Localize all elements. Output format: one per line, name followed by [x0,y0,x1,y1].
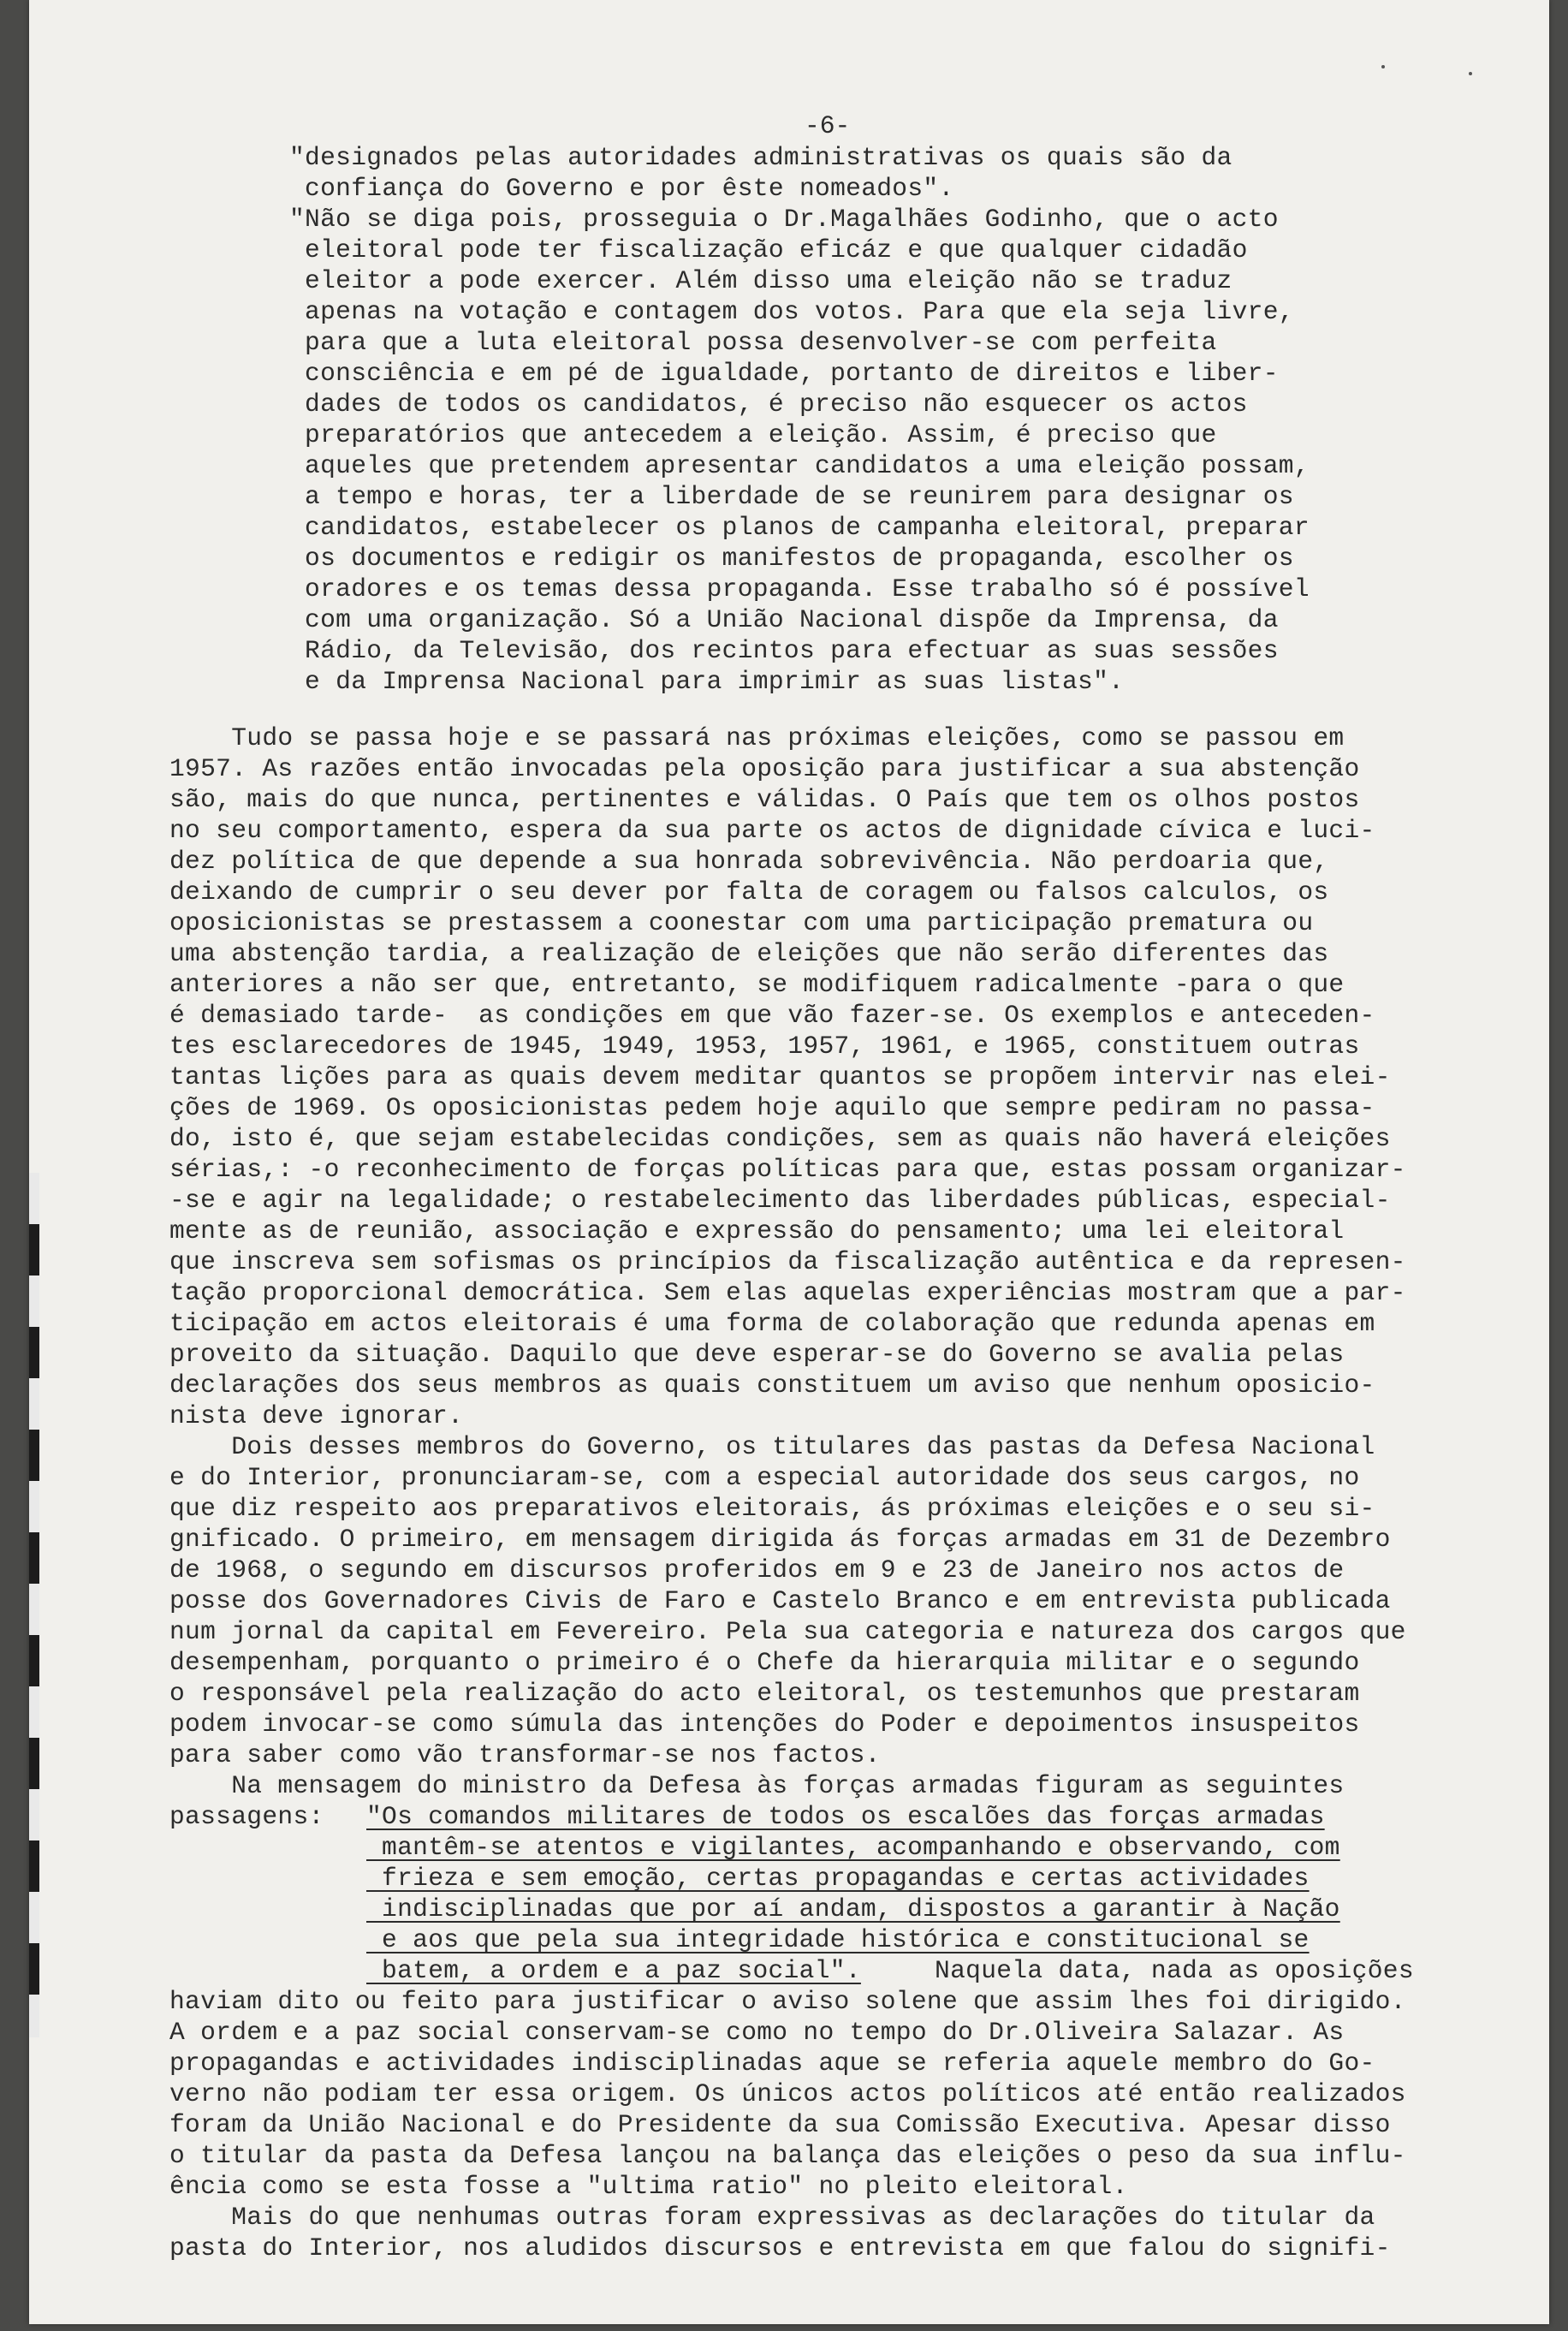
text-line: do, isto é, que sejam estabelecidas condições, sem as quais não haverá eleições [169,1124,1391,1153]
text-line: sérias,: -o reconhecimento de forças políticas para que, estas possam organizar- [169,1155,1406,1184]
text-line: gnificado. O primeiro, em mensagem dirigida ás forças armadas em 31 de Dezembro [169,1525,1391,1554]
text-line: oposicionistas se prestassem a coonestar com uma participação prematura ou [169,908,1314,937]
text-line: verno não podiam ter essa origem. Os únicos actos políticos até então realizados [169,2079,1406,2108]
text-line: oradores e os temas dessa propaganda. Esse trabalho só é possível [289,574,1310,604]
text-line: aqueles que pretendem apresentar candidatos a uma eleição possam, [289,451,1310,480]
scanner-edge-strip [29,1173,39,2037]
quoted-passage-line: mantêm-se atentos e vigilantes, acompanhando e observando, com [366,1833,1340,1862]
text-line: ções de 1969. Os oposicionistas pedem hoje aquilo que sempre pediram no passa- [169,1093,1375,1122]
text-line: Mais do que nenhumas outras foram expressivas as declarações do titular da [169,2203,1375,2232]
text-line: de 1968, o segundo em discursos proferidos em 9 e 23 de Janeiro nos actos de [169,1555,1345,1585]
quoted-passage-line: e aos que pela sua integridade histórica e constitucional se [366,1925,1310,1954]
text-line: pasta do Interior, nos aludidos discursos e entrevista em que falou do signifi- [169,2233,1391,2263]
text-line: e da Imprensa Nacional para imprimir as suas listas". [289,667,1125,696]
text-line: declarações dos seus membros as quais constituem um aviso que nenhum oposicio- [169,1371,1375,1400]
text-line: a tempo e horas, ter a liberdade de se reunirem para designar os [289,482,1294,511]
text-line: preparatórios que antecedem a eleição. Assim, é preciso que [289,420,1217,449]
text-line: Na mensagem do ministro da Defesa às forças armadas figuram as seguintes [169,1771,1345,1800]
text-line: candidatos, estabelecer os planos de campanha eleitoral, preparar [289,513,1310,542]
quoted-passage-line: "Os comandos militares de todos os escalões das forças armadas [366,1802,1325,1831]
text-line: para saber como vão transformar-se nos factos. [169,1740,881,1769]
paper-speck [1381,65,1385,68]
text-line: Rádio, da Televisão, dos recintos para efectuar as suas sessões [289,636,1279,665]
text-line: ticipação em actos eleitorais é uma forma de colaboração que redunda apenas em [169,1309,1375,1338]
text-line: no seu comportamento, espera da sua parte os actos de dignidade cívica e luci- [169,816,1375,845]
text-line: e do Interior, pronunciaram-se, com a especial autoridade dos seus cargos, no [169,1463,1360,1492]
text-line: A ordem e a paz social conservam-se como no tempo do Dr.Oliveira Salazar. As [169,2018,1345,2047]
text-line: desempenham, porquanto o primeiro é o Chefe da hierarquia militar e o segundo [169,1648,1360,1677]
text-line: "Não se diga pois, prosseguia o Dr.Magalhães Godinho, que o acto [289,205,1279,234]
text-line: eleitor a pode exercer. Além disso uma eleição não se traduz [289,266,1232,295]
text-line: dades de todos os candidatos, é preciso não esquecer os actos [289,389,1248,419]
text-line: posse dos Governadores Civis de Faro e Castelo Branco e em entrevista publicada [169,1586,1391,1615]
text-line: eleitoral pode ter fiscalização eficáz e que qualquer cidadão [289,235,1248,265]
text-line-lead: passagens: [169,1802,340,1831]
text-line: deixando de cumprir o seu dever por falta de coragem ou falsos calculos, os [169,877,1329,907]
text-line: tação proporcional democrática. Sem elas aquelas experiências mostram que a par- [169,1278,1406,1307]
text-line: os documentos e redigir os manifestos de propaganda, escolher os [289,544,1294,573]
text-line: uma abstenção tardia, a realização de eleições que não serão diferentes das [169,939,1329,968]
quoted-passage-line: batem, a ordem e a paz social". [366,1956,861,1985]
quoted-passage-line: indisciplinadas que por aí andam, dispostos a garantir à Nação [366,1894,1340,1924]
text-line: com uma organização. Só a União Nacional dispõe da Imprensa, da [289,605,1279,634]
text-line: podem invocar-se como súmula das intenções do Poder e depoimentos insuspeitos [169,1710,1360,1739]
text-line: proveito da situação. Daquilo que deve esperar-se do Governo se avalia pelas [169,1340,1345,1369]
text-line: haviam dito ou feito para justificar o aviso solene que assim lhes foi dirigido. [169,1987,1406,2016]
text-line: "designados pelas autoridades administrativas os quais são da [289,143,1232,172]
text-line: o titular da pasta da Defesa lançou na balança das eleições o peso da sua influ- [169,2141,1406,2170]
text-line: num jornal da capital em Fevereiro. Pela sua categoria e natureza dos cargos que [169,1617,1406,1646]
document-page [29,0,1549,2324]
text-line: que diz respeito aos preparativos eleitorais, ás próximas eleições e o seu si- [169,1494,1375,1523]
text-line: apenas na votação e contagem dos votos. Para que ela seja livre, [289,297,1294,326]
text-line: dez política de que depende a sua honrada sobrevivência. Não perdoaria que, [169,847,1329,876]
text-line: anteriores a não ser que, entretanto, se modifiquem radicalmente -para o que [169,970,1345,999]
quoted-passage-line: frieza e sem emoção, certas propagandas e certas actividades [366,1864,1310,1893]
text-line: que inscreva sem sofismas os princípios da fiscalização autêntica e da represen- [169,1247,1406,1276]
text-line: o responsável pela realização do acto eleitoral, os testemunhos que prestaram [169,1679,1360,1708]
text-line: são, mais do que nunca, pertinentes e válidas. O País que tem os olhos postos [169,785,1360,814]
text-line: Tudo se passa hoje e se passará nas próximas eleições, como se passou em [169,723,1345,752]
text-line: Dois desses membros do Governo, os titulares das pastas da Defesa Nacional [169,1432,1375,1461]
text-line: consciência e em pé de igualdade, portanto de direitos e liber- [289,359,1279,388]
text-line: ência como se esta fosse a "ultima ratio" no pleito eleitoral. [169,2172,1128,2201]
text-line: -se e agir na legalidade; o restabelecimento das liberdades públicas, especial- [169,1186,1391,1215]
text-line: tes esclarecedores de 1945, 1949, 1953, 1957, 1961, e 1965, constituem outras [169,1032,1360,1061]
text-line: nista deve ignorar. [169,1401,464,1430]
paper-speck [1469,72,1472,75]
text-line: propagandas e actividades indisciplinadas aque se referia aquele membro do Go- [169,2049,1375,2078]
page-number: -6- [805,111,851,140]
text-line-tail: Naquela data, nada as oposições [919,1956,1414,1985]
text-line: é demasiado tarde- as condições em que vão fazer-se. Os exemplos e anteceden- [169,1001,1375,1030]
text-line: tantas lições para as quais devem meditar quantos se propõem intervir nas elei- [169,1062,1391,1091]
text-line: confiança do Governo e por êste nomeados". [289,174,954,203]
text-line: foram da União Nacional e do Presidente da sua Comissão Executiva. Apesar disso [169,2110,1391,2139]
text-line: mente as de reunião, associação e expressão do pensamento; uma lei eleitoral [169,1216,1345,1246]
text-line: para que a luta eleitoral possa desenvolver-se com perfeita [289,328,1217,357]
text-line: 1957. As razões então invocadas pela oposição para justificar a sua abstenção [169,754,1360,783]
